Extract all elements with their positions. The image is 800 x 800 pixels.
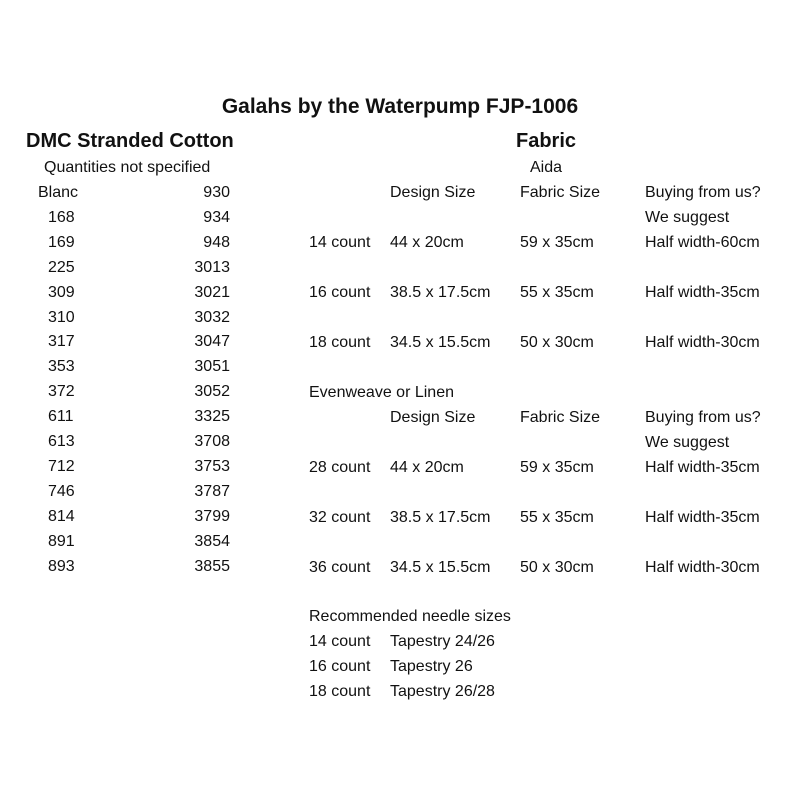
design-size-cell: 38.5 x 17.5cm bbox=[390, 284, 491, 301]
suggest-cell: Half width-60cm bbox=[645, 234, 760, 251]
suggest-cell: Half width-35cm bbox=[645, 509, 760, 526]
count-cell: 32 count bbox=[309, 509, 371, 526]
count-cell: 16 count bbox=[309, 284, 371, 301]
thread-number: 3052 bbox=[194, 383, 230, 401]
evenweave-design-size-header: Design Size bbox=[390, 409, 476, 426]
thread-number: 934 bbox=[203, 208, 230, 226]
needle-count-cell: 16 count bbox=[309, 658, 371, 675]
thread-number: Blanc bbox=[38, 184, 79, 201]
evenweave-label: Evenweave or Linen bbox=[309, 384, 454, 401]
thread-number: 930 bbox=[203, 184, 230, 201]
evenweave-suggest-header: We suggest bbox=[645, 434, 730, 451]
thread-number: 3708 bbox=[194, 433, 230, 450]
thread-number: 891 bbox=[48, 532, 75, 550]
thread-number: 712 bbox=[48, 457, 75, 475]
thread-number: 3854 bbox=[194, 532, 230, 550]
thread-number: 3021 bbox=[194, 283, 230, 301]
suggest-cell: Half width-35cm bbox=[645, 459, 760, 476]
thread-number: 168 bbox=[48, 208, 75, 226]
thread-number: 3047 bbox=[194, 333, 230, 351]
thread-number: 893 bbox=[48, 557, 75, 575]
needle-size-cell: Tapestry 26 bbox=[390, 658, 473, 675]
thread-number: 3787 bbox=[194, 482, 230, 500]
aida-buying-header: Buying from us? bbox=[645, 184, 761, 201]
design-size-cell: 34.5 x 15.5cm bbox=[390, 559, 491, 576]
thread-number: 3855 bbox=[194, 557, 230, 575]
thread-number: 372 bbox=[48, 383, 75, 401]
fabric-heading: Fabric bbox=[516, 130, 577, 152]
count-cell: 28 count bbox=[309, 459, 371, 476]
thread-number: 225 bbox=[48, 258, 75, 276]
suggest-cell: Half width-30cm bbox=[645, 334, 760, 351]
needle-size-cell: Tapestry 26/28 bbox=[390, 683, 495, 700]
thread-number: 611 bbox=[48, 408, 74, 426]
thread-number: 317 bbox=[48, 333, 75, 351]
threads-heading: DMC Stranded Cotton bbox=[26, 130, 234, 152]
count-cell: 36 count bbox=[309, 559, 371, 576]
thread-number: 948 bbox=[203, 233, 230, 251]
evenweave-buying-header: Buying from us? bbox=[645, 409, 761, 426]
thread-number: 746 bbox=[48, 482, 75, 500]
needles-heading: Recommended needle sizes bbox=[309, 608, 511, 625]
page-title: Galahs by the Waterpump FJP-1006 bbox=[221, 95, 579, 118]
aida-suggest-header: We suggest bbox=[645, 209, 730, 226]
thread-number: 3799 bbox=[194, 507, 230, 525]
fabric-size-cell: 55 x 35cm bbox=[520, 509, 594, 526]
needle-count-cell: 18 count bbox=[309, 683, 371, 700]
fabric-size-cell: 50 x 30cm bbox=[520, 559, 594, 576]
suggest-cell: Half width-30cm bbox=[645, 559, 760, 576]
count-cell: 14 count bbox=[309, 234, 371, 251]
design-size-cell: 34.5 x 15.5cm bbox=[390, 334, 491, 351]
thread-number: 3032 bbox=[194, 308, 230, 326]
design-size-cell: 44 x 20cm bbox=[390, 234, 464, 251]
fabric-size-cell: 55 x 35cm bbox=[520, 284, 594, 301]
thread-number: 3013 bbox=[194, 258, 230, 276]
thread-number: 613 bbox=[48, 433, 75, 450]
count-cell: 18 count bbox=[309, 334, 371, 351]
thread-number: 3051 bbox=[194, 358, 230, 376]
aida-design-size-header: Design Size bbox=[390, 184, 476, 201]
thread-number: 3325 bbox=[194, 408, 230, 426]
thread-number: 169 bbox=[48, 233, 75, 251]
fabric-size-cell: 50 x 30cm bbox=[520, 334, 594, 351]
fabric-size-cell: 59 x 35cm bbox=[520, 234, 594, 251]
suggest-cell: Half width-35cm bbox=[645, 284, 760, 301]
thread-number: 310 bbox=[48, 308, 75, 326]
fabric-size-cell: 59 x 35cm bbox=[520, 459, 594, 476]
thread-number: 353 bbox=[48, 358, 75, 376]
design-size-cell: 44 x 20cm bbox=[390, 459, 464, 476]
threads-note: Quantities not specified bbox=[44, 159, 211, 176]
aida-label: Aida bbox=[530, 159, 563, 176]
evenweave-fabric-size-header: Fabric Size bbox=[520, 409, 601, 426]
design-size-cell: 38.5 x 17.5cm bbox=[390, 509, 491, 526]
thread-number: 814 bbox=[48, 507, 75, 525]
needle-size-cell: Tapestry 24/26 bbox=[390, 633, 495, 650]
thread-number: 309 bbox=[48, 283, 75, 301]
aida-fabric-size-header: Fabric Size bbox=[520, 184, 601, 201]
thread-number: 3753 bbox=[194, 457, 230, 475]
needle-count-cell: 14 count bbox=[309, 633, 371, 650]
